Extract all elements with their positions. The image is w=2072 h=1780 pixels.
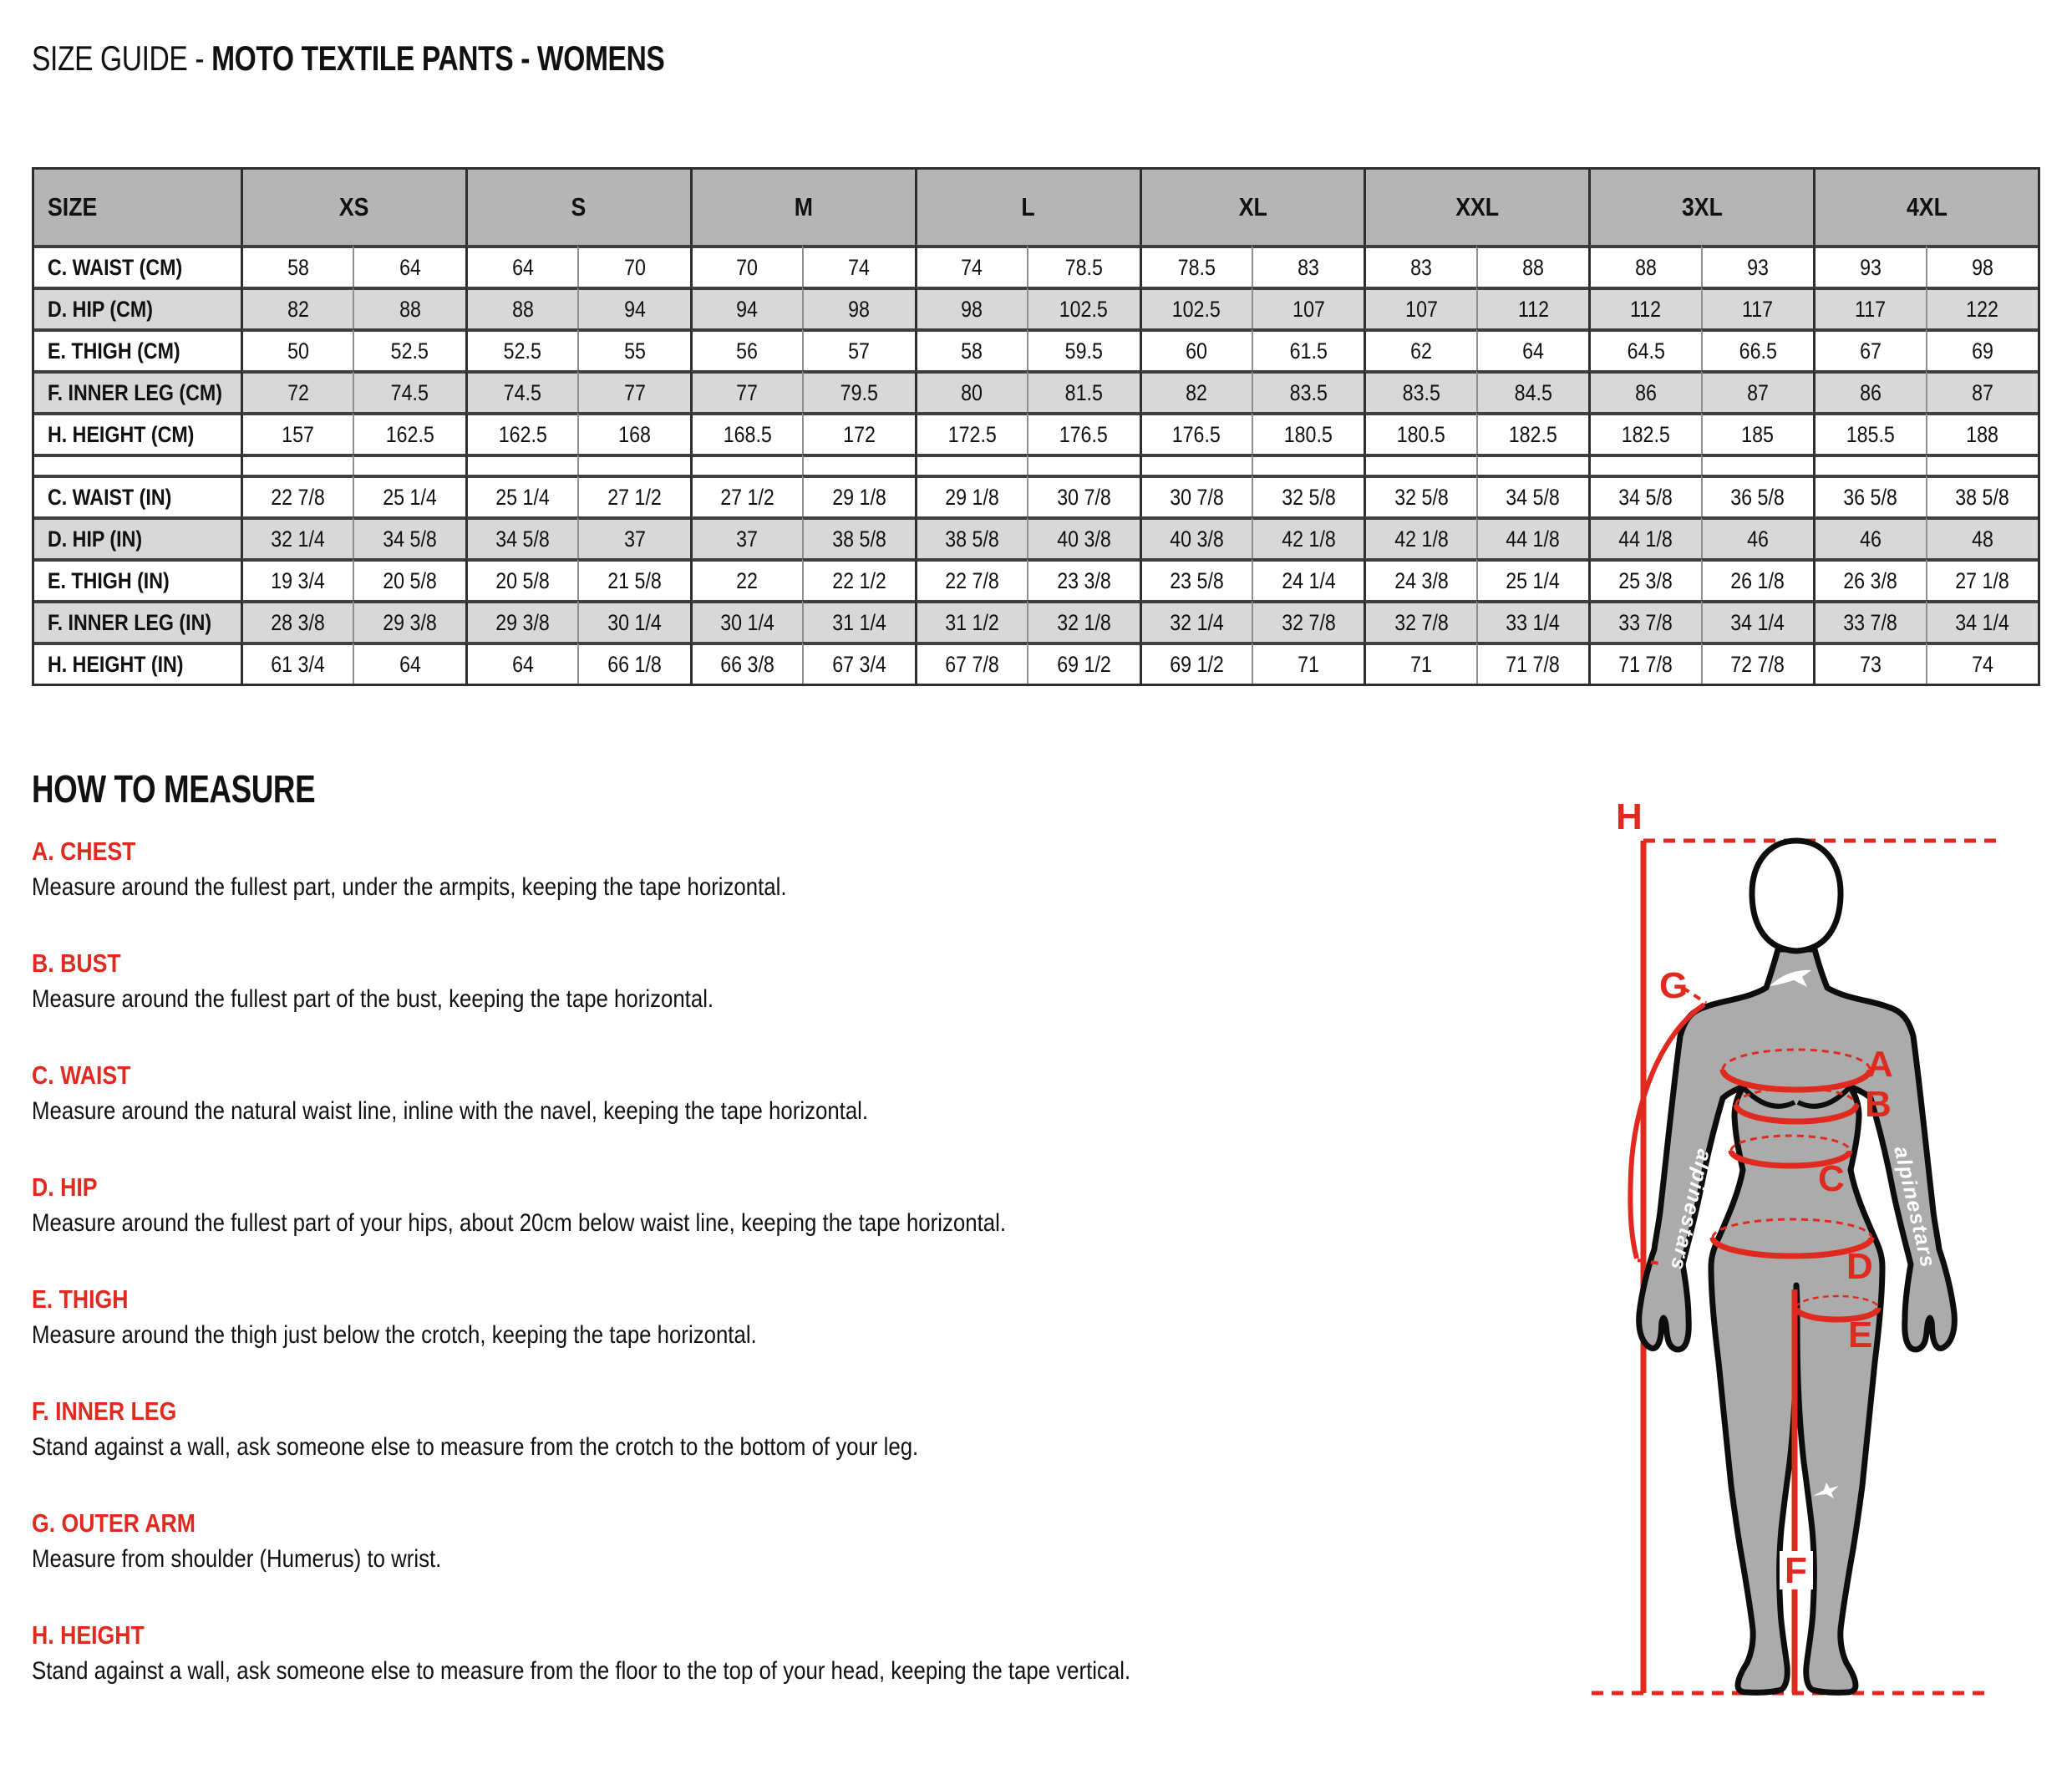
value-cell: 72 7/8 bbox=[1701, 642, 1813, 684]
value-cell: 78.5 bbox=[1027, 245, 1139, 287]
value-cell: 26 3/8 bbox=[1813, 558, 1925, 600]
value-cell: 84.5 bbox=[1476, 370, 1588, 412]
value-cell: 70 bbox=[690, 245, 802, 287]
value-cell: 94 bbox=[577, 287, 689, 328]
measure-section bbox=[32, 837, 1385, 903]
measurement-figure bbox=[1579, 794, 2064, 1738]
value-cell: 62 bbox=[1364, 328, 1475, 370]
value-cell: 80 bbox=[915, 370, 1027, 412]
spacer-cell bbox=[1476, 454, 1588, 475]
value-cell: 34 5/8 bbox=[1476, 475, 1588, 516]
value-cell: 32 1/4 bbox=[1140, 600, 1252, 642]
value-cell: 83 bbox=[1252, 245, 1364, 287]
value-cell: 69 bbox=[1926, 328, 2038, 370]
measure-section-label: F. INNER LEG bbox=[32, 1396, 177, 1426]
value-cell: 30 7/8 bbox=[1027, 475, 1139, 516]
value-cell: 107 bbox=[1364, 287, 1475, 328]
value-cell: 70 bbox=[577, 245, 689, 287]
value-cell: 64 bbox=[1476, 328, 1588, 370]
measure-section-text: Stand against a wall, ask someone else to measure from the floor to the top of your head, keeping the tape vertical. bbox=[32, 1657, 1131, 1685]
value-cell: 30 7/8 bbox=[1140, 475, 1252, 516]
value-cell: 98 bbox=[915, 287, 1027, 328]
value-cell: 29 3/8 bbox=[353, 600, 465, 642]
measure-section-label: G. OUTER ARM bbox=[32, 1508, 196, 1538]
value-cell: 83 bbox=[1364, 245, 1475, 287]
value-cell: 71 bbox=[1252, 642, 1364, 684]
value-cell: 29 1/8 bbox=[915, 475, 1027, 516]
figure-label-chest: A bbox=[1866, 1044, 1893, 1085]
value-cell: 38 5/8 bbox=[915, 516, 1027, 558]
measure-section-label: D. HIP bbox=[32, 1172, 98, 1202]
value-cell: 31 1/2 bbox=[915, 600, 1027, 642]
measure-section-text: Measure around the fullest part of the bust, keeping the tape horizontal. bbox=[32, 985, 714, 1013]
value-cell: 38 5/8 bbox=[1926, 475, 2038, 516]
value-cell: 40 3/8 bbox=[1140, 516, 1252, 558]
row-label-cell: D. HIP (CM) bbox=[34, 287, 241, 328]
value-cell: 107 bbox=[1252, 287, 1364, 328]
measure-section bbox=[32, 1285, 1385, 1350]
value-cell: 56 bbox=[690, 328, 802, 370]
size-column-header: L bbox=[915, 170, 1140, 245]
row-label-cell: H. HEIGHT (IN) bbox=[34, 642, 241, 684]
value-cell: 64 bbox=[465, 245, 577, 287]
spacer-cell bbox=[577, 454, 689, 475]
value-cell: 20 5/8 bbox=[353, 558, 465, 600]
value-cell: 19 3/4 bbox=[241, 558, 353, 600]
figure-label-thigh: E bbox=[1848, 1315, 1873, 1355]
value-cell: 74 bbox=[802, 245, 914, 287]
value-cell: 74 bbox=[915, 245, 1027, 287]
value-cell: 25 1/4 bbox=[353, 475, 465, 516]
value-cell: 180.5 bbox=[1364, 412, 1475, 454]
value-cell: 42 1/8 bbox=[1364, 516, 1475, 558]
value-cell: 32 7/8 bbox=[1252, 600, 1364, 642]
value-cell: 44 1/8 bbox=[1476, 516, 1588, 558]
measure-section bbox=[32, 1061, 1385, 1126]
value-cell: 42 1/8 bbox=[1252, 516, 1364, 558]
value-cell: 34 1/4 bbox=[1701, 600, 1813, 642]
value-cell: 27 1/2 bbox=[577, 475, 689, 516]
value-cell: 69 1/2 bbox=[1027, 642, 1139, 684]
value-cell: 172 bbox=[802, 412, 914, 454]
value-cell: 34 5/8 bbox=[1588, 475, 1700, 516]
size-column-header: XXL bbox=[1364, 170, 1588, 245]
measure-section-text: Measure around the fullest part, under the armpits, keeping the tape horizontal. bbox=[32, 873, 787, 901]
spacer-cell bbox=[690, 454, 802, 475]
value-cell: 64 bbox=[353, 245, 465, 287]
value-cell: 57 bbox=[802, 328, 914, 370]
value-cell: 61 3/4 bbox=[241, 642, 353, 684]
value-cell: 52.5 bbox=[465, 328, 577, 370]
spacer-cell bbox=[915, 454, 1027, 475]
row-label-cell: E. THIGH (IN) bbox=[34, 558, 241, 600]
value-cell: 67 bbox=[1813, 328, 1925, 370]
value-cell: 24 1/4 bbox=[1252, 558, 1364, 600]
value-cell: 64 bbox=[353, 642, 465, 684]
how-to-measure-heading: HOW TO MEASURE bbox=[32, 767, 316, 811]
value-cell: 82 bbox=[241, 287, 353, 328]
spacer-cell bbox=[1926, 454, 2038, 475]
value-cell: 32 7/8 bbox=[1364, 600, 1475, 642]
left-arm-brand-text: alpinestars bbox=[1665, 1147, 1717, 1274]
value-cell: 31 1/4 bbox=[802, 600, 914, 642]
value-cell: 20 5/8 bbox=[465, 558, 577, 600]
value-cell: 33 7/8 bbox=[1588, 600, 1700, 642]
value-cell: 87 bbox=[1926, 370, 2038, 412]
spacer-cell bbox=[241, 454, 353, 475]
spacer-cell bbox=[1813, 454, 1925, 475]
spacer-cell bbox=[1588, 454, 1700, 475]
value-cell: 77 bbox=[577, 370, 689, 412]
figure-label-waist: C bbox=[1818, 1158, 1845, 1199]
value-cell: 188 bbox=[1926, 412, 2038, 454]
value-cell: 36 5/8 bbox=[1813, 475, 1925, 516]
value-cell: 87 bbox=[1701, 370, 1813, 412]
figure-label-inner-leg: F bbox=[1785, 1550, 1807, 1591]
value-cell: 66 1/8 bbox=[577, 642, 689, 684]
spacer-cell bbox=[802, 454, 914, 475]
value-cell: 22 1/2 bbox=[802, 558, 914, 600]
row-label-cell: H. HEIGHT (CM) bbox=[34, 412, 241, 454]
value-cell: 34 1/4 bbox=[1926, 600, 2038, 642]
value-cell: 98 bbox=[802, 287, 914, 328]
value-cell: 64 bbox=[465, 642, 577, 684]
value-cell: 58 bbox=[241, 245, 353, 287]
value-cell: 88 bbox=[353, 287, 465, 328]
value-cell: 88 bbox=[465, 287, 577, 328]
spacer-cell bbox=[1027, 454, 1139, 475]
measure-section-label: C. WAIST bbox=[32, 1060, 131, 1090]
value-cell: 22 7/8 bbox=[241, 475, 353, 516]
value-cell: 67 7/8 bbox=[915, 642, 1027, 684]
size-column-header: S bbox=[465, 170, 690, 245]
value-cell: 93 bbox=[1701, 245, 1813, 287]
value-cell: 172.5 bbox=[915, 412, 1027, 454]
value-cell: 162.5 bbox=[353, 412, 465, 454]
value-cell: 185 bbox=[1701, 412, 1813, 454]
value-cell: 32 5/8 bbox=[1252, 475, 1364, 516]
head-outline bbox=[1752, 841, 1841, 951]
value-cell: 66.5 bbox=[1701, 328, 1813, 370]
value-cell: 176.5 bbox=[1027, 412, 1139, 454]
row-label-cell: C. WAIST (CM) bbox=[34, 245, 241, 287]
value-cell: 36 5/8 bbox=[1701, 475, 1813, 516]
value-cell: 162.5 bbox=[465, 412, 577, 454]
measure-section-label: H. HEIGHT bbox=[32, 1620, 145, 1650]
size-column-header: M bbox=[690, 170, 915, 245]
value-cell: 24 3/8 bbox=[1364, 558, 1475, 600]
value-cell: 82 bbox=[1140, 370, 1252, 412]
value-cell: 157 bbox=[241, 412, 353, 454]
spacer-cell bbox=[34, 454, 241, 475]
value-cell: 26 1/8 bbox=[1701, 558, 1813, 600]
value-cell: 102.5 bbox=[1140, 287, 1252, 328]
value-cell: 98 bbox=[1926, 245, 2038, 287]
value-cell: 44 1/8 bbox=[1588, 516, 1700, 558]
value-cell: 33 1/4 bbox=[1476, 600, 1588, 642]
value-cell: 112 bbox=[1476, 287, 1588, 328]
value-cell: 88 bbox=[1476, 245, 1588, 287]
value-cell: 59.5 bbox=[1027, 328, 1139, 370]
value-cell: 32 5/8 bbox=[1364, 475, 1475, 516]
measure-section bbox=[32, 1509, 1385, 1574]
value-cell: 74.5 bbox=[353, 370, 465, 412]
size-column-header: XL bbox=[1140, 170, 1364, 245]
row-label-cell: F. INNER LEG (CM) bbox=[34, 370, 241, 412]
value-cell: 34 5/8 bbox=[465, 516, 577, 558]
measure-section bbox=[32, 949, 1385, 1015]
value-cell: 71 7/8 bbox=[1588, 642, 1700, 684]
spacer-cell bbox=[353, 454, 465, 475]
value-cell: 180.5 bbox=[1252, 412, 1364, 454]
value-cell: 83.5 bbox=[1252, 370, 1364, 412]
measure-section-text: Stand against a wall, ask someone else to measure from the crotch to the bottom of your leg. bbox=[32, 1433, 919, 1461]
value-cell: 93 bbox=[1813, 245, 1925, 287]
spacer-cell bbox=[465, 454, 577, 475]
value-cell: 102.5 bbox=[1027, 287, 1139, 328]
value-cell: 88 bbox=[1588, 245, 1700, 287]
figure-label-bust: B bbox=[1865, 1084, 1892, 1125]
value-cell: 37 bbox=[690, 516, 802, 558]
measure-section-label: B. BUST bbox=[32, 948, 121, 978]
spacer-cell bbox=[1364, 454, 1475, 475]
row-label-cell: C. WAIST (IN) bbox=[34, 475, 241, 516]
value-cell: 86 bbox=[1588, 370, 1700, 412]
spacer-cell bbox=[1140, 454, 1252, 475]
value-cell: 25 3/8 bbox=[1588, 558, 1700, 600]
value-cell: 30 1/4 bbox=[690, 600, 802, 642]
value-cell: 23 3/8 bbox=[1027, 558, 1139, 600]
measure-section-text: Measure around the thigh just below the crotch, keeping the tape horizontal. bbox=[32, 1321, 757, 1349]
figure-label-height: H bbox=[1616, 796, 1643, 837]
measure-instructions bbox=[32, 837, 1385, 1686]
measure-section-text: Measure around the natural waist line, inline with the navel, keeping the tape horizontal. bbox=[32, 1097, 869, 1125]
value-cell: 185.5 bbox=[1813, 412, 1925, 454]
value-cell: 112 bbox=[1588, 287, 1700, 328]
value-cell: 27 1/2 bbox=[690, 475, 802, 516]
body-diagram bbox=[1579, 794, 2064, 1738]
value-cell: 33 7/8 bbox=[1813, 600, 1925, 642]
value-cell: 48 bbox=[1926, 516, 2038, 558]
page-title bbox=[32, 38, 823, 79]
value-cell: 74 bbox=[1926, 642, 2038, 684]
value-cell: 37 bbox=[577, 516, 689, 558]
value-cell: 79.5 bbox=[802, 370, 914, 412]
value-cell: 29 1/8 bbox=[802, 475, 914, 516]
value-cell: 182.5 bbox=[1588, 412, 1700, 454]
size-header-cell: SIZE bbox=[34, 170, 241, 245]
measure-section bbox=[32, 1397, 1385, 1462]
value-cell: 74.5 bbox=[465, 370, 577, 412]
measure-section bbox=[32, 1621, 1385, 1686]
value-cell: 94 bbox=[690, 287, 802, 328]
value-cell: 83.5 bbox=[1364, 370, 1475, 412]
value-cell: 25 1/4 bbox=[465, 475, 577, 516]
value-cell: 58 bbox=[915, 328, 1027, 370]
value-cell: 71 7/8 bbox=[1476, 642, 1588, 684]
size-column-header: XS bbox=[241, 170, 465, 245]
figure-label-outer-arm: G bbox=[1659, 965, 1689, 1006]
value-cell: 67 3/4 bbox=[802, 642, 914, 684]
row-label-cell: F. INNER LEG (IN) bbox=[34, 600, 241, 642]
value-cell: 86 bbox=[1813, 370, 1925, 412]
value-cell: 25 1/4 bbox=[1476, 558, 1588, 600]
value-cell: 60 bbox=[1140, 328, 1252, 370]
value-cell: 32 1/8 bbox=[1027, 600, 1139, 642]
size-column-header: 3XL bbox=[1588, 170, 1813, 245]
figure-label-hip: D bbox=[1846, 1246, 1873, 1287]
right-arm-brand-text: alpinestars bbox=[1889, 1144, 1940, 1271]
value-cell: 176.5 bbox=[1140, 412, 1252, 454]
value-cell: 46 bbox=[1813, 516, 1925, 558]
value-cell: 64.5 bbox=[1588, 328, 1700, 370]
value-cell: 22 7/8 bbox=[915, 558, 1027, 600]
value-cell: 34 5/8 bbox=[353, 516, 465, 558]
value-cell: 55 bbox=[577, 328, 689, 370]
measure-section-label: E. THIGH bbox=[32, 1284, 129, 1314]
value-cell: 29 3/8 bbox=[465, 600, 577, 642]
page-title-product: MOTO TEXTILE PANTS - WOMENS bbox=[211, 38, 665, 78]
value-cell: 21 5/8 bbox=[577, 558, 689, 600]
page-title-prefix: SIZE GUIDE - bbox=[32, 38, 212, 78]
value-cell: 77 bbox=[690, 370, 802, 412]
value-cell: 81.5 bbox=[1027, 370, 1139, 412]
value-cell: 46 bbox=[1701, 516, 1813, 558]
spacer-cell bbox=[1701, 454, 1813, 475]
value-cell: 117 bbox=[1813, 287, 1925, 328]
value-cell: 71 bbox=[1364, 642, 1475, 684]
value-cell: 50 bbox=[241, 328, 353, 370]
measure-section-label: A. CHEST bbox=[32, 837, 136, 866]
value-cell: 61.5 bbox=[1252, 328, 1364, 370]
value-cell: 66 3/8 bbox=[690, 642, 802, 684]
value-cell: 22 bbox=[690, 558, 802, 600]
value-cell: 72 bbox=[241, 370, 353, 412]
value-cell: 182.5 bbox=[1476, 412, 1588, 454]
measure-section-text: Measure around the fullest part of your hips, about 20cm below waist line, keeping the tape horizontal. bbox=[32, 1209, 1006, 1237]
size-column-header: 4XL bbox=[1813, 170, 2038, 245]
value-cell: 40 3/8 bbox=[1027, 516, 1139, 558]
value-cell: 30 1/4 bbox=[577, 600, 689, 642]
value-cell: 38 5/8 bbox=[802, 516, 914, 558]
value-cell: 73 bbox=[1813, 642, 1925, 684]
value-cell: 23 5/8 bbox=[1140, 558, 1252, 600]
value-cell: 28 3/8 bbox=[241, 600, 353, 642]
value-cell: 168.5 bbox=[690, 412, 802, 454]
row-label-cell: E. THIGH (CM) bbox=[34, 328, 241, 370]
value-cell: 122 bbox=[1926, 287, 2038, 328]
value-cell: 78.5 bbox=[1140, 245, 1252, 287]
row-label-cell: D. HIP (IN) bbox=[34, 516, 241, 558]
size-guide-table bbox=[32, 167, 2040, 686]
value-cell: 32 1/4 bbox=[241, 516, 353, 558]
measure-section bbox=[32, 1173, 1385, 1238]
how-to-measure-section bbox=[32, 769, 1385, 1733]
value-cell: 168 bbox=[577, 412, 689, 454]
value-cell: 52.5 bbox=[353, 328, 465, 370]
measure-section-text: Measure from shoulder (Humerus) to wrist. bbox=[32, 1545, 442, 1573]
value-cell: 27 1/8 bbox=[1926, 558, 2038, 600]
value-cell: 117 bbox=[1701, 287, 1813, 328]
value-cell: 69 1/2 bbox=[1140, 642, 1252, 684]
spacer-cell bbox=[1252, 454, 1364, 475]
